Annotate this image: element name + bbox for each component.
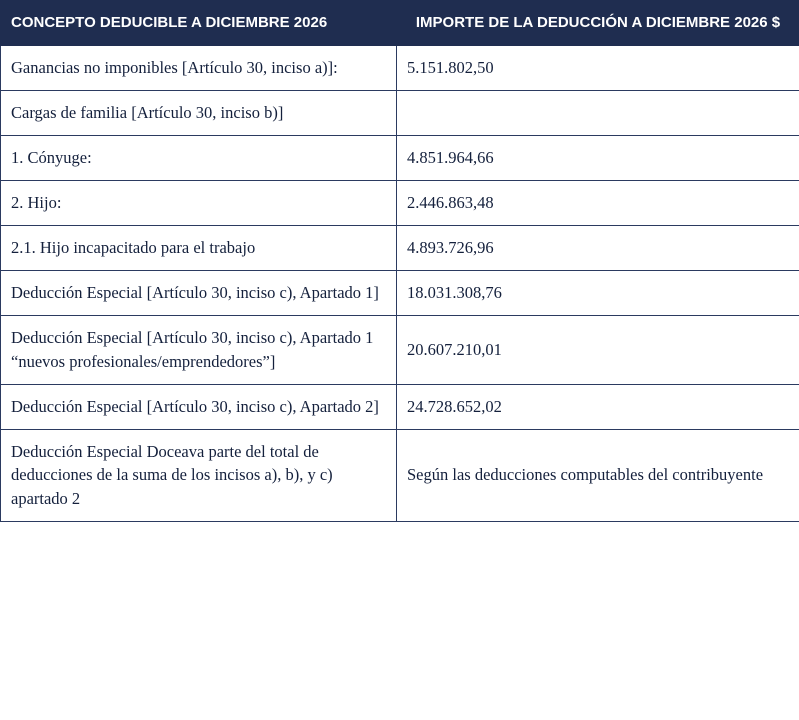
table-row xyxy=(1,136,799,181)
cell-amount: 2.446.863,48 xyxy=(397,181,799,226)
table-header-row xyxy=(1,1,799,46)
cell-concept: Deducción Especial [Artículo 30, inciso c), Apartado 1 “nuevos profesionales/emprendedores”] xyxy=(1,315,397,384)
cell-amount: 18.031.308,76 xyxy=(397,270,799,315)
cell-concept: Cargas de familia [Artículo 30, inciso b)] xyxy=(1,91,397,136)
cell-amount: 4.851.964,66 xyxy=(397,136,799,181)
cell-amount: 24.728.652,02 xyxy=(397,384,799,429)
table-row xyxy=(1,225,799,270)
cell-amount xyxy=(397,91,799,136)
column-header-concept: CONCEPTO DEDUCIBLE A DICIEMBRE 2026 xyxy=(1,1,397,46)
cell-concept: 2.1. Hijo incapacitado para el trabajo xyxy=(1,225,397,270)
table-row xyxy=(1,91,799,136)
table-body xyxy=(1,46,799,522)
table-header xyxy=(1,1,799,46)
cell-concept: 1. Cónyuge: xyxy=(1,136,397,181)
cell-amount: 4.893.726,96 xyxy=(397,225,799,270)
cell-concept: Deducción Especial [Artículo 30, inciso c), Apartado 1] xyxy=(1,270,397,315)
table-row xyxy=(1,384,799,429)
column-header-amount: IMPORTE DE LA DEDUCCIÓN A DICIEMBRE 2026 $ xyxy=(397,1,799,46)
table-row xyxy=(1,270,799,315)
table-row xyxy=(1,181,799,226)
cell-concept: Ganancias no imponibles [Artículo 30, inciso a)]: xyxy=(1,46,397,91)
cell-amount: 5.151.802,50 xyxy=(397,46,799,91)
table-row xyxy=(1,46,799,91)
cell-amount: Según las deducciones computables del contribuyente xyxy=(397,429,799,522)
table-row xyxy=(1,429,799,522)
cell-concept: Deducción Especial [Artículo 30, inciso c), Apartado 2] xyxy=(1,384,397,429)
table-row xyxy=(1,315,799,384)
cell-concept: 2. Hijo: xyxy=(1,181,397,226)
cell-amount: 20.607.210,01 xyxy=(397,315,799,384)
cell-concept: Deducción Especial Doceava parte del total de deducciones de la suma de los incisos a), b), y c) apartado 2 xyxy=(1,429,397,522)
